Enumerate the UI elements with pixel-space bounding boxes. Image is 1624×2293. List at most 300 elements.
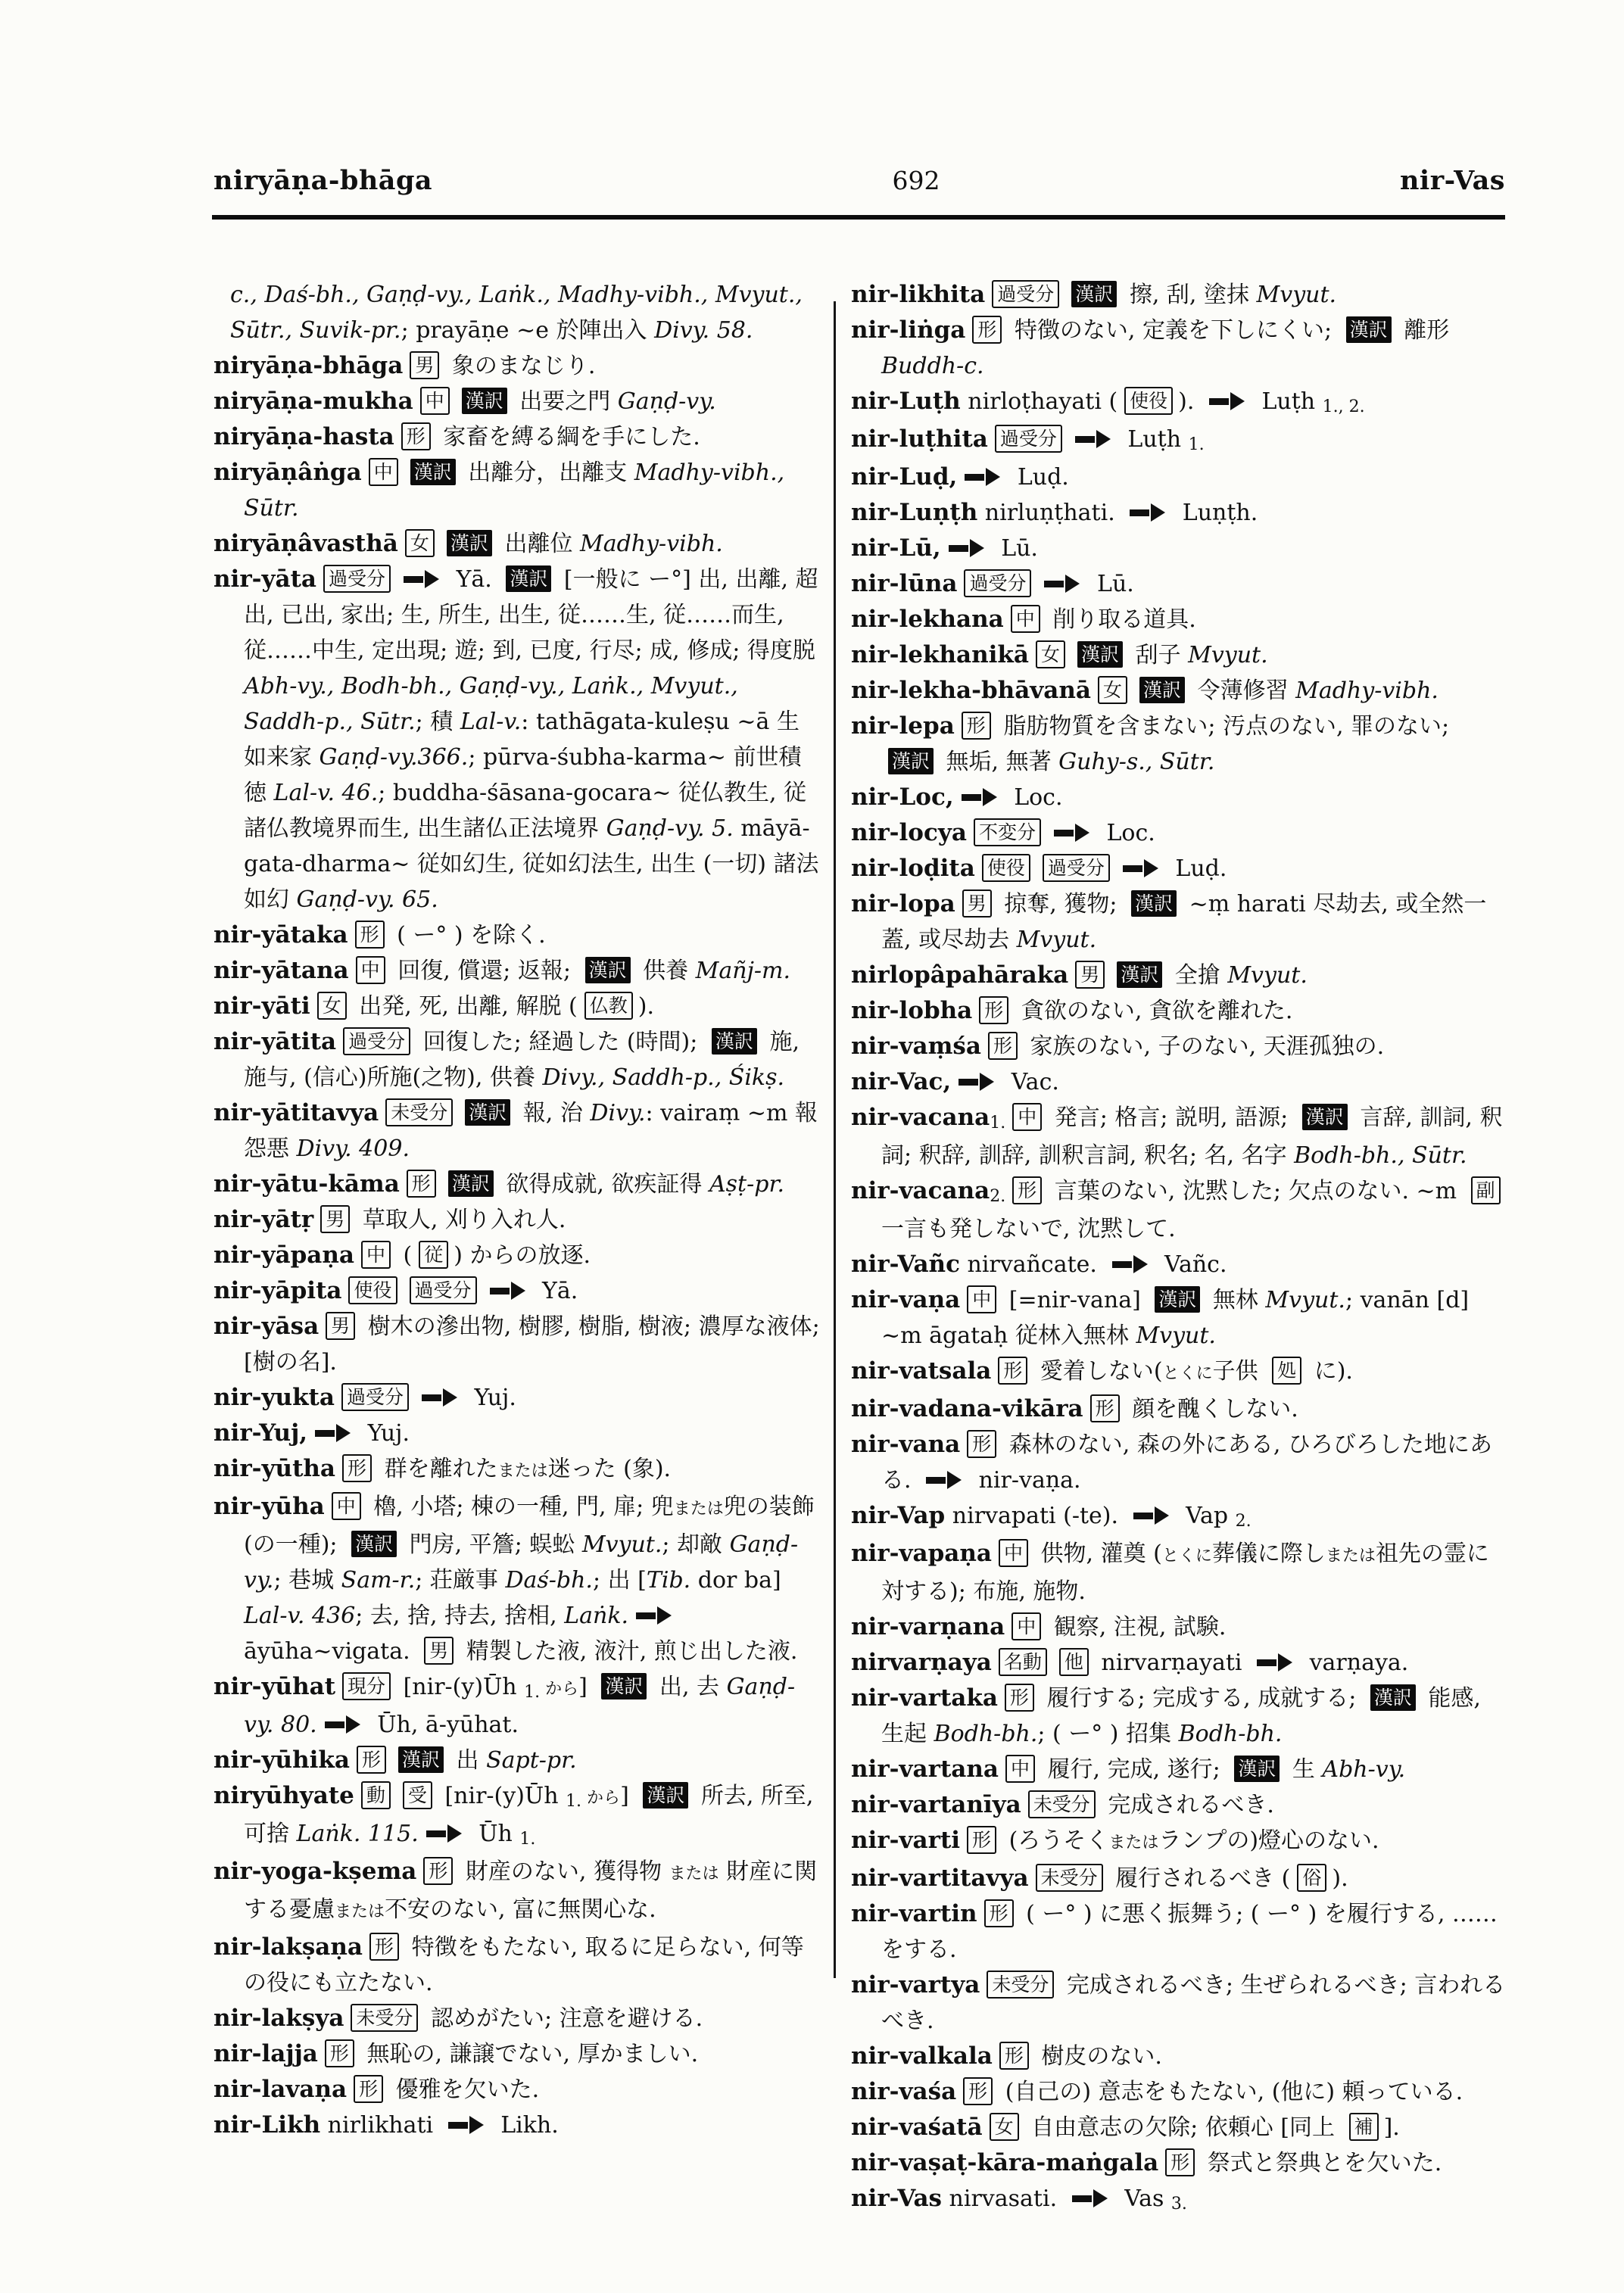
grammar-tag: 形 [979, 996, 1008, 1024]
running-head-left: niryāṇa-bhāga [214, 165, 433, 196]
arrow-icon [962, 787, 998, 807]
definition-text: Vañc. [1157, 1251, 1227, 1278]
definition-text: 特徴をもたない, 取るに足らない, 何等の役にも立たない. [244, 1934, 804, 1996]
definition-text: 財産に関する憂慮 [244, 1858, 818, 1923]
dictionary-entry [851, 313, 1507, 384]
definition-text: nirvarṇayati [1093, 1650, 1250, 1676]
definition-text: 子供 [1212, 1358, 1266, 1385]
grammar-tag: 男 [1075, 961, 1105, 989]
grammar-tag: 女 [405, 529, 435, 557]
dictionary-entry [851, 709, 1507, 780]
definition-text: varṇaya. [1302, 1650, 1409, 1676]
grammar-tag: 形 [342, 1454, 372, 1482]
source-ref: Divy. 58. [654, 317, 753, 344]
source-ref: Gaṇḍ-vy. 5. [606, 815, 734, 842]
definition-text: 回復した; 経過した (時間); [416, 1029, 705, 1055]
definition-text: nirvañcate. [959, 1251, 1105, 1278]
headword: nir-vatsala [851, 1357, 992, 1385]
grammar-tag: 形 [355, 921, 385, 949]
grammar-tag: 女 [317, 992, 347, 1020]
headword: nir-yātana [214, 957, 349, 984]
headword: nir-likhita [851, 281, 986, 308]
definition-text: 特徴のない, 定義を下しにくい; [1007, 317, 1339, 344]
definition-text: 群を離れた [377, 1456, 498, 1482]
definition-text: Likh. [493, 2112, 559, 2139]
dictionary-entry [851, 1391, 1507, 1427]
arrow-icon [325, 1715, 361, 1734]
grammar-tag: 形 [1165, 2148, 1195, 2176]
definition-text: 出離分，出離支 [460, 460, 634, 486]
headword: nir-vacana [851, 1104, 990, 1131]
definition-text: 不安のない, 富に無関心な. [385, 1896, 656, 1923]
grammar-tag: 形 [357, 1746, 386, 1774]
hanyaku-tag: 漢訳 [398, 1746, 444, 1773]
headword: niryāṇa-bhāga [214, 352, 404, 379]
definition-text: Vap [1178, 1503, 1236, 1529]
headword: nir-yāti [214, 992, 310, 1020]
dictionary-entry [214, 384, 821, 419]
arrow-icon [959, 1072, 995, 1092]
definition-text: ; 出 [ [592, 1567, 647, 1594]
source-ref: Sam-r. [341, 1567, 416, 1594]
arrow-icon [315, 1423, 351, 1443]
grammar-tag: 中 [420, 387, 450, 415]
headword: nir-luṭhita [851, 425, 988, 453]
headword: nir-valkala [851, 2042, 993, 2070]
definition-text: ( ー° ) を除く. [389, 922, 546, 949]
dictionary-entry [851, 886, 1507, 958]
definition-text: 自由意志の欠除; 依頼心 [同上 [1024, 2114, 1342, 2141]
definition-text: [nir-(y)Ūh [437, 1783, 566, 1809]
definition-text: Luṭh [1254, 388, 1323, 415]
definition-text: 門房, 平簷; 蜈蚣 [402, 1531, 582, 1558]
source-ref: Lal-v. 436 [244, 1603, 356, 1629]
headword: nir-Luṭh [851, 388, 961, 415]
source-ref: Divy., Saddh-p., Śikṣ. [542, 1064, 785, 1091]
source-ref: Sapt-pr. [486, 1747, 577, 1774]
headword: nir-yāpita [214, 1277, 342, 1304]
definition-text: : tathāgata-kuleṣu ~ā 生如来家 [244, 709, 800, 771]
grammar-tag: 男 [326, 1312, 355, 1340]
definition-text: ; 積 [415, 709, 460, 735]
dictionary-entry [851, 602, 1507, 637]
hanyaku-tag: 漢訳 [1071, 281, 1117, 307]
hanyaku-tag: 漢訳 [410, 459, 456, 485]
grammar-tag: 女 [1036, 640, 1065, 668]
source-ref: Mvyut. [1016, 927, 1097, 953]
dictionary-entry [214, 1238, 821, 1273]
definition-text: 象のまなじり. [444, 353, 596, 379]
grammar-tag: 不変分 [974, 818, 1041, 846]
grammar-tag: 形 [999, 2042, 1029, 2070]
dictionary-entry [214, 1451, 821, 1489]
grammar-tag: 中 [967, 1285, 996, 1313]
dictionary-entry [851, 1247, 1507, 1282]
headword: nir-yātita [214, 1028, 337, 1055]
dictionary-entry [851, 1861, 1507, 1896]
hanyaku-tag: 漢訳 [1131, 890, 1177, 917]
arrow-icon [1130, 503, 1166, 522]
dictionary-entry [214, 1854, 821, 1930]
headword: niryāṇa-mukha [214, 388, 413, 415]
definition-text: ~ṃ harati 尽劫去, 或全然一蓋, 或尽劫去 [881, 891, 1487, 953]
definition-text: Vac. [1004, 1069, 1059, 1095]
headword: nir-yāpaṇa [214, 1242, 354, 1269]
small-text: または [1325, 1547, 1376, 1566]
dictionary-entry [851, 637, 1507, 673]
headword: nir-yūhika [214, 1746, 350, 1774]
source-ref: Madhy-vibh., Sūtr. [244, 460, 785, 522]
source-ref: Mvyut. [581, 1531, 662, 1558]
hanyaku-tag: 漢訳 [506, 565, 551, 592]
definition-text: 無林 [1205, 1287, 1266, 1313]
definition-text: nirlikhati [320, 2112, 441, 2139]
headword: nir-vartana [851, 1756, 999, 1783]
column-divider-rule [834, 301, 836, 1978]
headword: nir-Vañc [851, 1251, 960, 1278]
index-number: 2. [990, 1187, 1006, 1206]
index-number: 1. [1188, 435, 1205, 454]
definition-text: nirluṇṭhati. [977, 500, 1123, 526]
definition-text: ]. [1383, 2114, 1400, 2141]
arrow-icon [1075, 429, 1111, 449]
definition-text: 出, 去 [652, 1674, 727, 1700]
headword: nir-lepa [851, 712, 955, 740]
hanyaku-tag: 漢訳 [1117, 961, 1162, 988]
dictionary-entry [214, 953, 821, 989]
grammar-tag: 動 [361, 1781, 391, 1809]
headword: nir-vartya [851, 1971, 980, 1999]
definition-text: 発言; 格言; 説明, 語源; [1047, 1104, 1295, 1131]
grammar-tag: 未受分 [1028, 1790, 1096, 1818]
definition-text: (ろうそく [1002, 1827, 1109, 1854]
arrow-icon [1133, 1506, 1170, 1525]
arrow-icon [1209, 391, 1245, 411]
dictionary-entry [214, 1930, 821, 2001]
source-ref: Guhy-s., Sūtr. [1058, 749, 1215, 775]
index-number: 1. [524, 1683, 541, 1702]
dictionary-entry [851, 1173, 1507, 1247]
dictionary-entry [851, 422, 1507, 460]
dictionary-entry [851, 815, 1507, 851]
hanyaku-tag: 漢訳 [465, 1099, 510, 1126]
headword: nir-varṇana [851, 1613, 1005, 1640]
dictionary-entry [851, 1536, 1507, 1609]
definition-text: 愛着しない( [1033, 1358, 1163, 1385]
definition-text: ; ( ー° ) 招集 [1037, 1721, 1179, 1747]
headword: nir-lūna [851, 570, 958, 597]
grammar-tag: 中 [356, 956, 385, 984]
definition-text: 全搶 [1167, 962, 1228, 989]
grammar-tag: 過受分 [992, 280, 1059, 308]
source-ref: Daś-bh. [505, 1567, 593, 1594]
headword: nir-Loc, [851, 784, 954, 811]
headword: nir-yātu-kāma [214, 1170, 400, 1198]
hanyaku-tag: 漢訳 [1302, 1104, 1348, 1130]
grammar-tag: 過受分 [323, 565, 391, 593]
definition-text: 樹皮のない. [1033, 2043, 1162, 2070]
arrow-icon [1072, 2189, 1108, 2208]
dictionary-entry [851, 1029, 1507, 1064]
index-number: 2. [1235, 1512, 1252, 1531]
headword: niryāṇa-hasta [214, 423, 394, 450]
definition-text: 履行されるべき ( [1108, 1865, 1291, 1892]
headword: nir-vaśa [851, 2078, 957, 2105]
headword: nir-vartanīya [851, 1791, 1021, 1818]
definition-text: 家族のない, 子のない, 天涯孤独の. [1022, 1033, 1385, 1060]
headword: nir-yūha [214, 1493, 325, 1520]
grammar-tag: 中 [1011, 1612, 1041, 1640]
dictionary-entry [851, 460, 1507, 495]
grammar-tag: 中 [999, 1539, 1028, 1567]
definition-text: Ūh [471, 1821, 520, 1847]
grammar-tag: 形 [963, 2077, 993, 2105]
headword: nir-Vac, [851, 1068, 952, 1095]
small-text: とくに [1161, 1547, 1212, 1566]
headword: nir-vacana [851, 1177, 990, 1204]
dictionary-entry [851, 1100, 1507, 1173]
definition-text: 供養 [635, 958, 696, 984]
grammar-tag: 形 [984, 1899, 1014, 1927]
dictionary-entry [851, 531, 1507, 566]
source-ref: Laṅk. [564, 1603, 629, 1629]
definition-text: ). [1332, 1865, 1348, 1892]
headword: nir-vaṣaṭ-kāra-maṅgala [851, 2149, 1159, 2176]
index-number: 1. [566, 1792, 582, 1811]
dictionary-entry [851, 566, 1507, 602]
arrow-icon [448, 2115, 485, 2135]
headword: nir-lekha-bhāvanā [851, 677, 1092, 704]
headword: nir-yātitavya [214, 1099, 379, 1126]
dictionary-entry [851, 2039, 1507, 2074]
headword: nir-vaṃśa [851, 1033, 981, 1060]
definition-text: Lū. [1089, 571, 1134, 597]
grammar-tag: 使役 [1124, 387, 1173, 415]
headword: nir-vapaṇa [851, 1540, 992, 1567]
dictionary-entry [851, 2074, 1507, 2110]
dictionary-entry [851, 1967, 1507, 2039]
headword: nirlopâpahāraka [851, 961, 1069, 989]
dictionary-entry [214, 1669, 821, 1743]
definition-text: 観察, 注視, 試験. [1046, 1614, 1227, 1640]
definition-text: 祭式と祭典とを欠いた. [1200, 2150, 1442, 2176]
grammar-tag: 仏教 [584, 992, 633, 1020]
definition-text: ; buddha-śāsana-gocara~ 従仏教生, 従諸仏教境界而生, 出生諸仏正法境界 [244, 780, 807, 842]
dictionary-entry [851, 851, 1507, 886]
source-ref: Lal-v. 46. [273, 780, 379, 806]
dictionary-entry [851, 1064, 1507, 1100]
dictionary-entry [214, 1202, 821, 1238]
dictionary-entry [214, 989, 821, 1024]
dictionary-entry [214, 562, 821, 918]
dictionary-entry [214, 1309, 821, 1380]
definition-text: 優雅を欠いた. [388, 2076, 540, 2103]
definition-text: 履行する; 完成する, 成就する; [1039, 1685, 1364, 1712]
definition-text: 削り取る道具. [1045, 606, 1196, 633]
hanyaku-tag: 漢訳 [585, 957, 631, 983]
small-text: または [673, 1500, 724, 1519]
definition-text: ( [396, 1242, 413, 1269]
headword: nir-vartitavya [851, 1865, 1029, 1892]
definition-text: Luḍ. [1167, 855, 1227, 882]
index-number: 1., 2. [1322, 397, 1365, 416]
hanyaku-tag: 漢訳 [1077, 641, 1123, 668]
source-ref: Gaṇḍ-vy. [244, 1531, 799, 1594]
definition-text: 認めがたい; 注意を避ける. [423, 2005, 703, 2032]
grammar-tag: 過受分 [343, 1027, 410, 1055]
grammar-tag: 受 [403, 1781, 432, 1809]
definition-text: 櫓, 小塔; 棟の一種, 門, 扉; 兜 [366, 1494, 674, 1520]
dictionary-entry [851, 1282, 1507, 1354]
headword: nir-lakṣya [214, 2005, 344, 2032]
grammar-tag: 形 [1005, 1684, 1034, 1712]
headword: nir-lobha [851, 997, 973, 1024]
grammar-tag: 中 [1005, 1755, 1035, 1783]
definition-text: Luṭh [1120, 426, 1189, 453]
definition-text: ). [637, 993, 654, 1020]
dictionary-entry [851, 993, 1507, 1029]
grammar-tag: 従 [419, 1241, 448, 1269]
source-ref: Madhy-vibh. [1295, 678, 1439, 704]
source-ref: Divy. 409. [296, 1136, 410, 1162]
definition-text: Yuj. [360, 1420, 410, 1447]
definition-text: 祖先の霊に対する); 布施, 施物. [881, 1541, 1489, 1605]
headword: nir-Yuj, [214, 1419, 308, 1447]
running-head [214, 165, 1505, 196]
headword: nirvarṇaya [851, 1649, 992, 1676]
dictionary-entry [851, 1609, 1507, 1645]
header-rule [212, 215, 1505, 220]
source-ref: Tib. [646, 1567, 691, 1594]
index-number: 1. [519, 1830, 536, 1849]
definition-text: 顔を醜くしない. [1124, 1396, 1298, 1422]
arrow-icon [949, 538, 985, 558]
headword: nir-locya [851, 819, 967, 846]
definition-text: māyā-gata-dharma~ 従如幻生, 従如幻法生, 出生 (一切) 諸法如幻 [244, 815, 819, 913]
definition-text: ). [1178, 388, 1202, 415]
grammar-tag: 補 [1349, 2113, 1379, 2141]
dictionary-entry [214, 1380, 821, 1416]
arrow-icon [1112, 1254, 1149, 1274]
grammar-tag: 形 [967, 1430, 996, 1458]
arrow-icon [1054, 823, 1090, 843]
headword: nir-Vap [851, 1502, 946, 1529]
entry-continuation [214, 277, 821, 348]
page-number: 692 [892, 166, 940, 195]
definition-text: 精製した液, 液汁, 煎じ出した液. [459, 1638, 798, 1665]
definition-text: 森林のない, 森の外にある, ひろびろした地にある. [881, 1432, 1492, 1494]
source-ref: Gaṇḍ-vy.366. [319, 744, 469, 771]
dictionary-entry [851, 1645, 1507, 1681]
dictionary-entry [214, 1416, 821, 1451]
definition-text: dor ba] [690, 1567, 781, 1594]
source-ref: Mvyut. [1188, 642, 1268, 668]
source-ref: Mvyut. [1227, 962, 1308, 989]
headword: nir-Vas [851, 2185, 943, 2212]
grammar-tag: 過受分 [964, 569, 1031, 597]
grammar-tag: 中 [332, 1492, 361, 1520]
grammar-tag: 俗 [1297, 1864, 1326, 1892]
definition-text: nirloṭhayati ( [960, 388, 1118, 415]
headword: nir-liṅga [851, 316, 966, 344]
dictionary-entry [851, 1681, 1507, 1752]
headword: nir-loḍita [851, 855, 975, 882]
definition-text: 貪欲のない, 貪欲を離れた. [1014, 998, 1293, 1024]
dictionary-entry [851, 1787, 1507, 1823]
definition-text: 完成されるべき. [1100, 1792, 1274, 1818]
definition-text: ; 去, 捨, 持去, 捨相, [355, 1603, 565, 1629]
small-text: または [669, 1865, 719, 1883]
headword: nir-vaśatā [851, 2114, 983, 2141]
headword: nir-lekhana [851, 606, 1004, 633]
headword: nir-yūhat [214, 1673, 336, 1700]
source-ref: Gaṇḍ-vy. 80. [244, 1674, 796, 1738]
definition-text: 出 [448, 1747, 487, 1774]
definition-text: ; 荘厳事 [415, 1567, 506, 1594]
dictionary-entry [214, 1273, 821, 1309]
definition-text: ; 巷城 [273, 1567, 341, 1594]
headword: nir-Likh [214, 2111, 321, 2139]
dictionary-entry [851, 495, 1507, 531]
dictionary-entry [214, 2036, 821, 2072]
dictionary-entry [851, 673, 1507, 709]
headword: nir-lajja [214, 2040, 318, 2067]
definition-text: āyūha~vigata. [244, 1638, 418, 1665]
grammar-tag: 男 [410, 351, 439, 379]
dictionary-entry [851, 384, 1507, 422]
dictionary-entry [214, 2001, 821, 2036]
grammar-tag: 形 [423, 1857, 453, 1885]
hanyaku-tag: 漢訳 [1234, 1756, 1280, 1782]
headword: niryāṇâṅga [214, 459, 362, 486]
dictionary-entry [851, 1498, 1507, 1536]
definition-text: [nir-(y)Ūh [396, 1674, 525, 1700]
headword: nir-varti [851, 1827, 961, 1854]
grammar-tag: 形 [369, 1933, 399, 1961]
hanyaku-tag: 漢訳 [888, 748, 934, 774]
definition-text: 刮子 [1128, 642, 1189, 668]
grammar-tag: 中 [361, 1241, 391, 1269]
headword: nir-Luṇṭh [851, 499, 978, 526]
definition-text: Yā. [535, 1278, 578, 1304]
right-column [851, 277, 1507, 2219]
grammar-tag: 未受分 [385, 1098, 453, 1126]
grammar-tag: 女 [1098, 676, 1127, 704]
definition-text: Luṇṭh. [1175, 500, 1258, 526]
definition-text: 報, 治 [516, 1100, 591, 1126]
grammar-tag: 副 [1471, 1176, 1501, 1204]
dictionary-entry [214, 2072, 821, 2108]
definition-text: 言葉のない, 沈黙した; 欠点のない. ~m [1047, 1178, 1464, 1204]
dictionary-entry [214, 2108, 821, 2143]
dictionary-entry [851, 1752, 1507, 1787]
grammar-tag: 過受分 [410, 1276, 477, 1304]
grammar-tag: 他 [1059, 1648, 1089, 1676]
definition-text: Vas [1117, 2186, 1171, 2212]
dictionary-entry [214, 419, 821, 455]
definition-text: 離形 [1396, 317, 1450, 344]
headword: nir-lekhanikā [851, 641, 1029, 668]
hanyaku-tag: 漢訳 [1139, 677, 1185, 703]
headword: nir-lopa [851, 890, 955, 918]
headword: niryūhyate [214, 1782, 354, 1809]
arrow-icon [965, 467, 1001, 487]
grammar-tag: 形 [325, 2039, 354, 2067]
arrow-icon [422, 1388, 458, 1407]
grammar-tag: 形 [998, 1357, 1027, 1385]
grammar-tag: 男 [320, 1205, 350, 1233]
dictionary-entry [851, 277, 1507, 313]
